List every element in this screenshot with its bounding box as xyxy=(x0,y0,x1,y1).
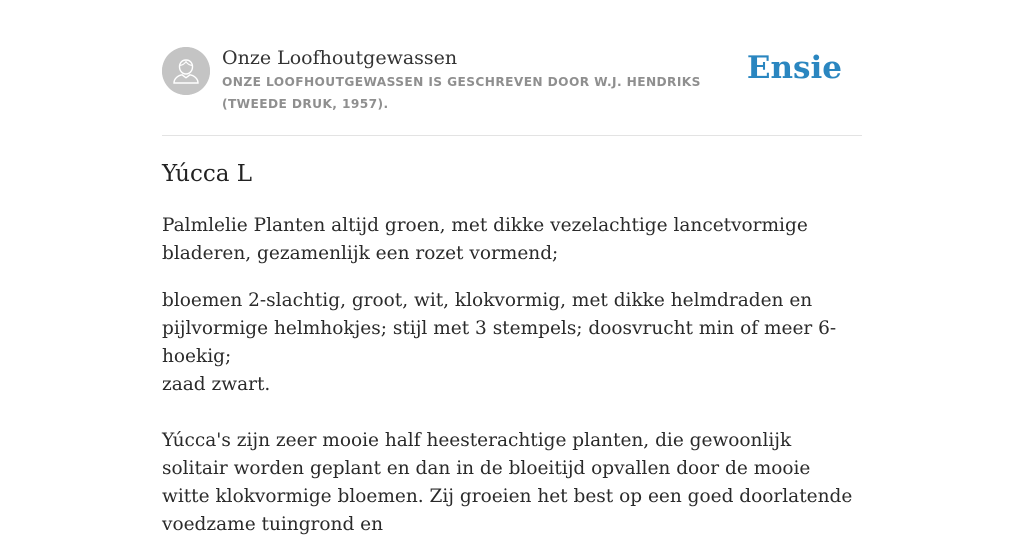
source-header xyxy=(162,0,862,136)
source-avatar[interactable] xyxy=(162,47,210,95)
entry-paragraph: bloemen 2-slachtig, groot, wit, klokvormig, met dikke helmdraden en pijlvormige helmhokjes; stijl met 3 stempels; doosvrucht min of meer 6-hoekig; xyxy=(162,290,837,367)
entry-paragraph: Palmlelie Planten altijd groen, met dikke vezelachtige lancetvormige bladeren, gezamenlijk een rozet vormend; xyxy=(162,215,808,264)
entry-title: Yúcca L xyxy=(162,161,253,187)
ensie-logo[interactable]: Ensie xyxy=(746,50,842,86)
entry-paragraph: Yúcca's zijn zeer mooie half heesterachtige planten, die gewoonlijk solitair worden geplant en dan in de bloeitijd opvallen door de mooie witte klokvormige bloemen. Zij groeien het best op een goed doorlatende voedzame tuingrond en xyxy=(162,430,853,535)
source-description: ONZE LOOFHOUTGEWASSEN IS GESCHREVEN DOOR W.J. HENDRIKS (TWEEDE DRUK, 1957). xyxy=(222,75,701,111)
source-title[interactable]: Onze Loofhoutgewassen xyxy=(222,47,458,69)
entry-paragraph: zaad zwart. xyxy=(162,374,271,395)
user-icon xyxy=(162,47,210,95)
content-container xyxy=(162,0,862,535)
